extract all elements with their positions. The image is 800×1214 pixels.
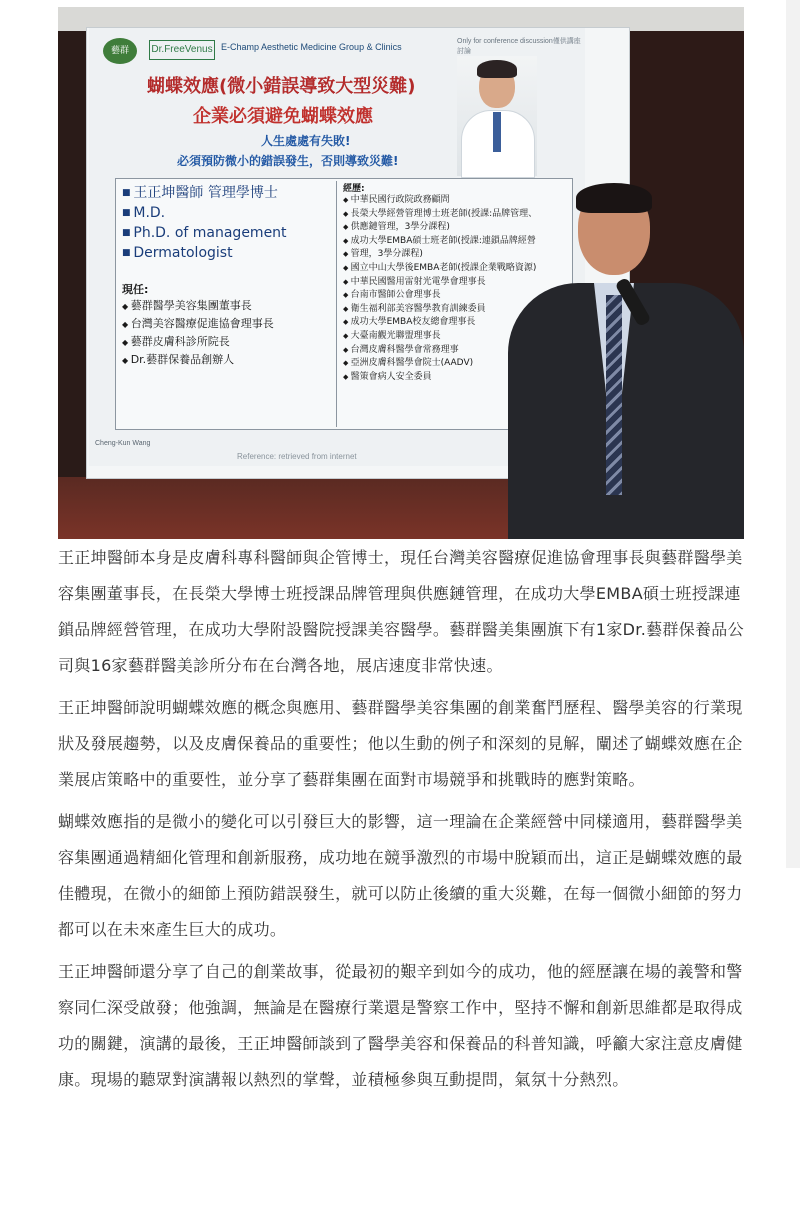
dr-freevenus-logo: Dr.FreeVenus [149, 40, 215, 60]
experience-item: ◆ 成功大學EMBA碩士班老師(授課:連鎖品牌經營 [343, 235, 568, 249]
doctor-portrait [457, 56, 537, 176]
article-paragraph: 王正坤醫師本身是皮膚科專科醫師與企管博士，現任台灣美容醫療促進協會理事長與藝群醫學美容集團董事長，在長榮大學博士班授課品牌管理與供應鏈管理，在成功大學EMBA碩士班授課連鎖品牌經營管理，在成功大學附設醫院授課美容醫學。藝群醫美集團旗下有1家Dr.藝群保養品公司與16家藝群醫美診所分布在台灣各地，展店速度非常快速。 [58, 548, 744, 675]
current-position: ◆ 藝群醫學美容集團董事長 [122, 297, 332, 315]
experience-item: ◆ 中華民國行政院政務顧問 [343, 194, 568, 208]
doctor-hair [477, 60, 517, 78]
credential-item: ■ Dermatologist [122, 243, 332, 263]
current-position: ◆ 藝群皮膚科診所院長 [122, 333, 332, 351]
slide-footer-name: Cheng-Kun Wang [95, 440, 151, 447]
group-name: E-Champ Aesthetic Medicine Group & Clinics [221, 42, 402, 52]
event-photo [58, 7, 744, 539]
slide-subtitle-line2: 必須預防微小的錯誤發生，否則導致災難! [177, 154, 399, 168]
experience-item: ◆ 台灣皮膚科醫學會常務理事 [343, 344, 568, 358]
credential-item: ■ M.D. [122, 203, 332, 223]
experience-item: ◆ 台南市醫師公會理事長 [343, 289, 568, 303]
experience-item: ◆ 供應鏈管理，3學分課程) [343, 221, 568, 235]
experience-item: ◆ 醫策會病人安全委員 [343, 371, 568, 385]
slide-title-line1: 蝴蝶效應(微小錯誤導致大型災難) [147, 76, 416, 97]
profile-left-column [122, 183, 332, 369]
right-edge-strip [786, 0, 800, 868]
slide-title-line2: 企業必須避免蝴蝶效應 [193, 106, 373, 127]
experience-item: ◆ 亞洲皮膚科醫學會院士(AADV) [343, 357, 568, 371]
current-position: ◆ 台灣美容醫療促進協會理事長 [122, 315, 332, 333]
brand-logo-icon: 藝群 [103, 38, 137, 64]
article-paragraph: 王正坤醫師還分享了自己的創業故事，從最初的艱辛到如今的成功，他的經歷讓在場的義警和警察同仁深受啟發；他強調，無論是在醫療行業還是警察工作中，堅持不懈和創新思維都是取得成功的關鍵，演講的最後，王正坤醫師談到了醫學美容和保養品的科普知識，呼籲大家注意皮膚健康。現場的聽眾對演講報以熱烈的掌聲，並積極參與互動提問，氣氛十分熱烈。 [58, 962, 743, 1089]
credential-item: ■ 王正坤醫師 管理學博士 [122, 183, 332, 203]
speaker-hair [576, 183, 652, 213]
experience-item: ◆ 長榮大學經營管理博士班老師(授課:品牌管理、 [343, 208, 568, 222]
slide-subtitle-line1: 人生處處有失敗! [261, 134, 351, 148]
current-label: 現任: [122, 283, 149, 296]
credential-item: ■ Ph.D. of management [122, 223, 332, 243]
conference-note: Only for conference discussion僅供講座討論 [457, 38, 581, 55]
article-body [58, 540, 748, 1104]
experience-label: 經歷: [343, 184, 365, 194]
current-position: ◆ Dr.藝群保養品創辦人 [122, 351, 332, 369]
slide-footer-reference: Reference: retrieved from internet [237, 452, 357, 461]
article-paragraph: 王正坤醫師說明蝴蝶效應的概念與應用、藝群醫學美容集團的創業奮鬥歷程、醫學美容的行業現狀及發展趨勢，以及皮膚保養品的重要性；他以生動的例子和深刻的見解，闡述了蝴蝶效應在企業展店策略中的重要性，並分享了藝群集團在面對市場競爭和挑戰時的應對策略。 [58, 698, 743, 789]
experience-item: ◆ 成功大學EMBA校友總會理事長 [343, 316, 568, 330]
doctor-tie [493, 112, 501, 152]
experience-item: ◆ 中華民國醫用雷射光電學會理事長 [343, 276, 568, 290]
speaker-tie [606, 295, 622, 495]
experience-item: ◆ 管理，3學分課程) [343, 248, 568, 262]
room-wall-left [58, 31, 86, 539]
experience-item: ◆ 國立中山大學後EMBA老師(授課企業戰略資源) [343, 262, 568, 276]
experience-item: ◆ 衛生福利部美容醫學教育訓練委員 [343, 303, 568, 317]
experience-item: ◆ 大臺南觀光聯盟理事長 [343, 330, 568, 344]
speaker-figure [498, 187, 744, 539]
article-paragraph: 蝴蝶效應指的是微小的變化可以引發巨大的影響，這一理論在企業經營中同樣適用，藝群醫學美容集團通過精細化管理和創新服務，成功地在競爭激烈的市場中脫穎而出，這正是蝴蝶效應的最佳體現，在微小的細節上預防錯誤發生，就可以防止後續的重大災難，在每一個微小細節的努力都可以在未來產生巨大的成功。 [58, 812, 743, 939]
